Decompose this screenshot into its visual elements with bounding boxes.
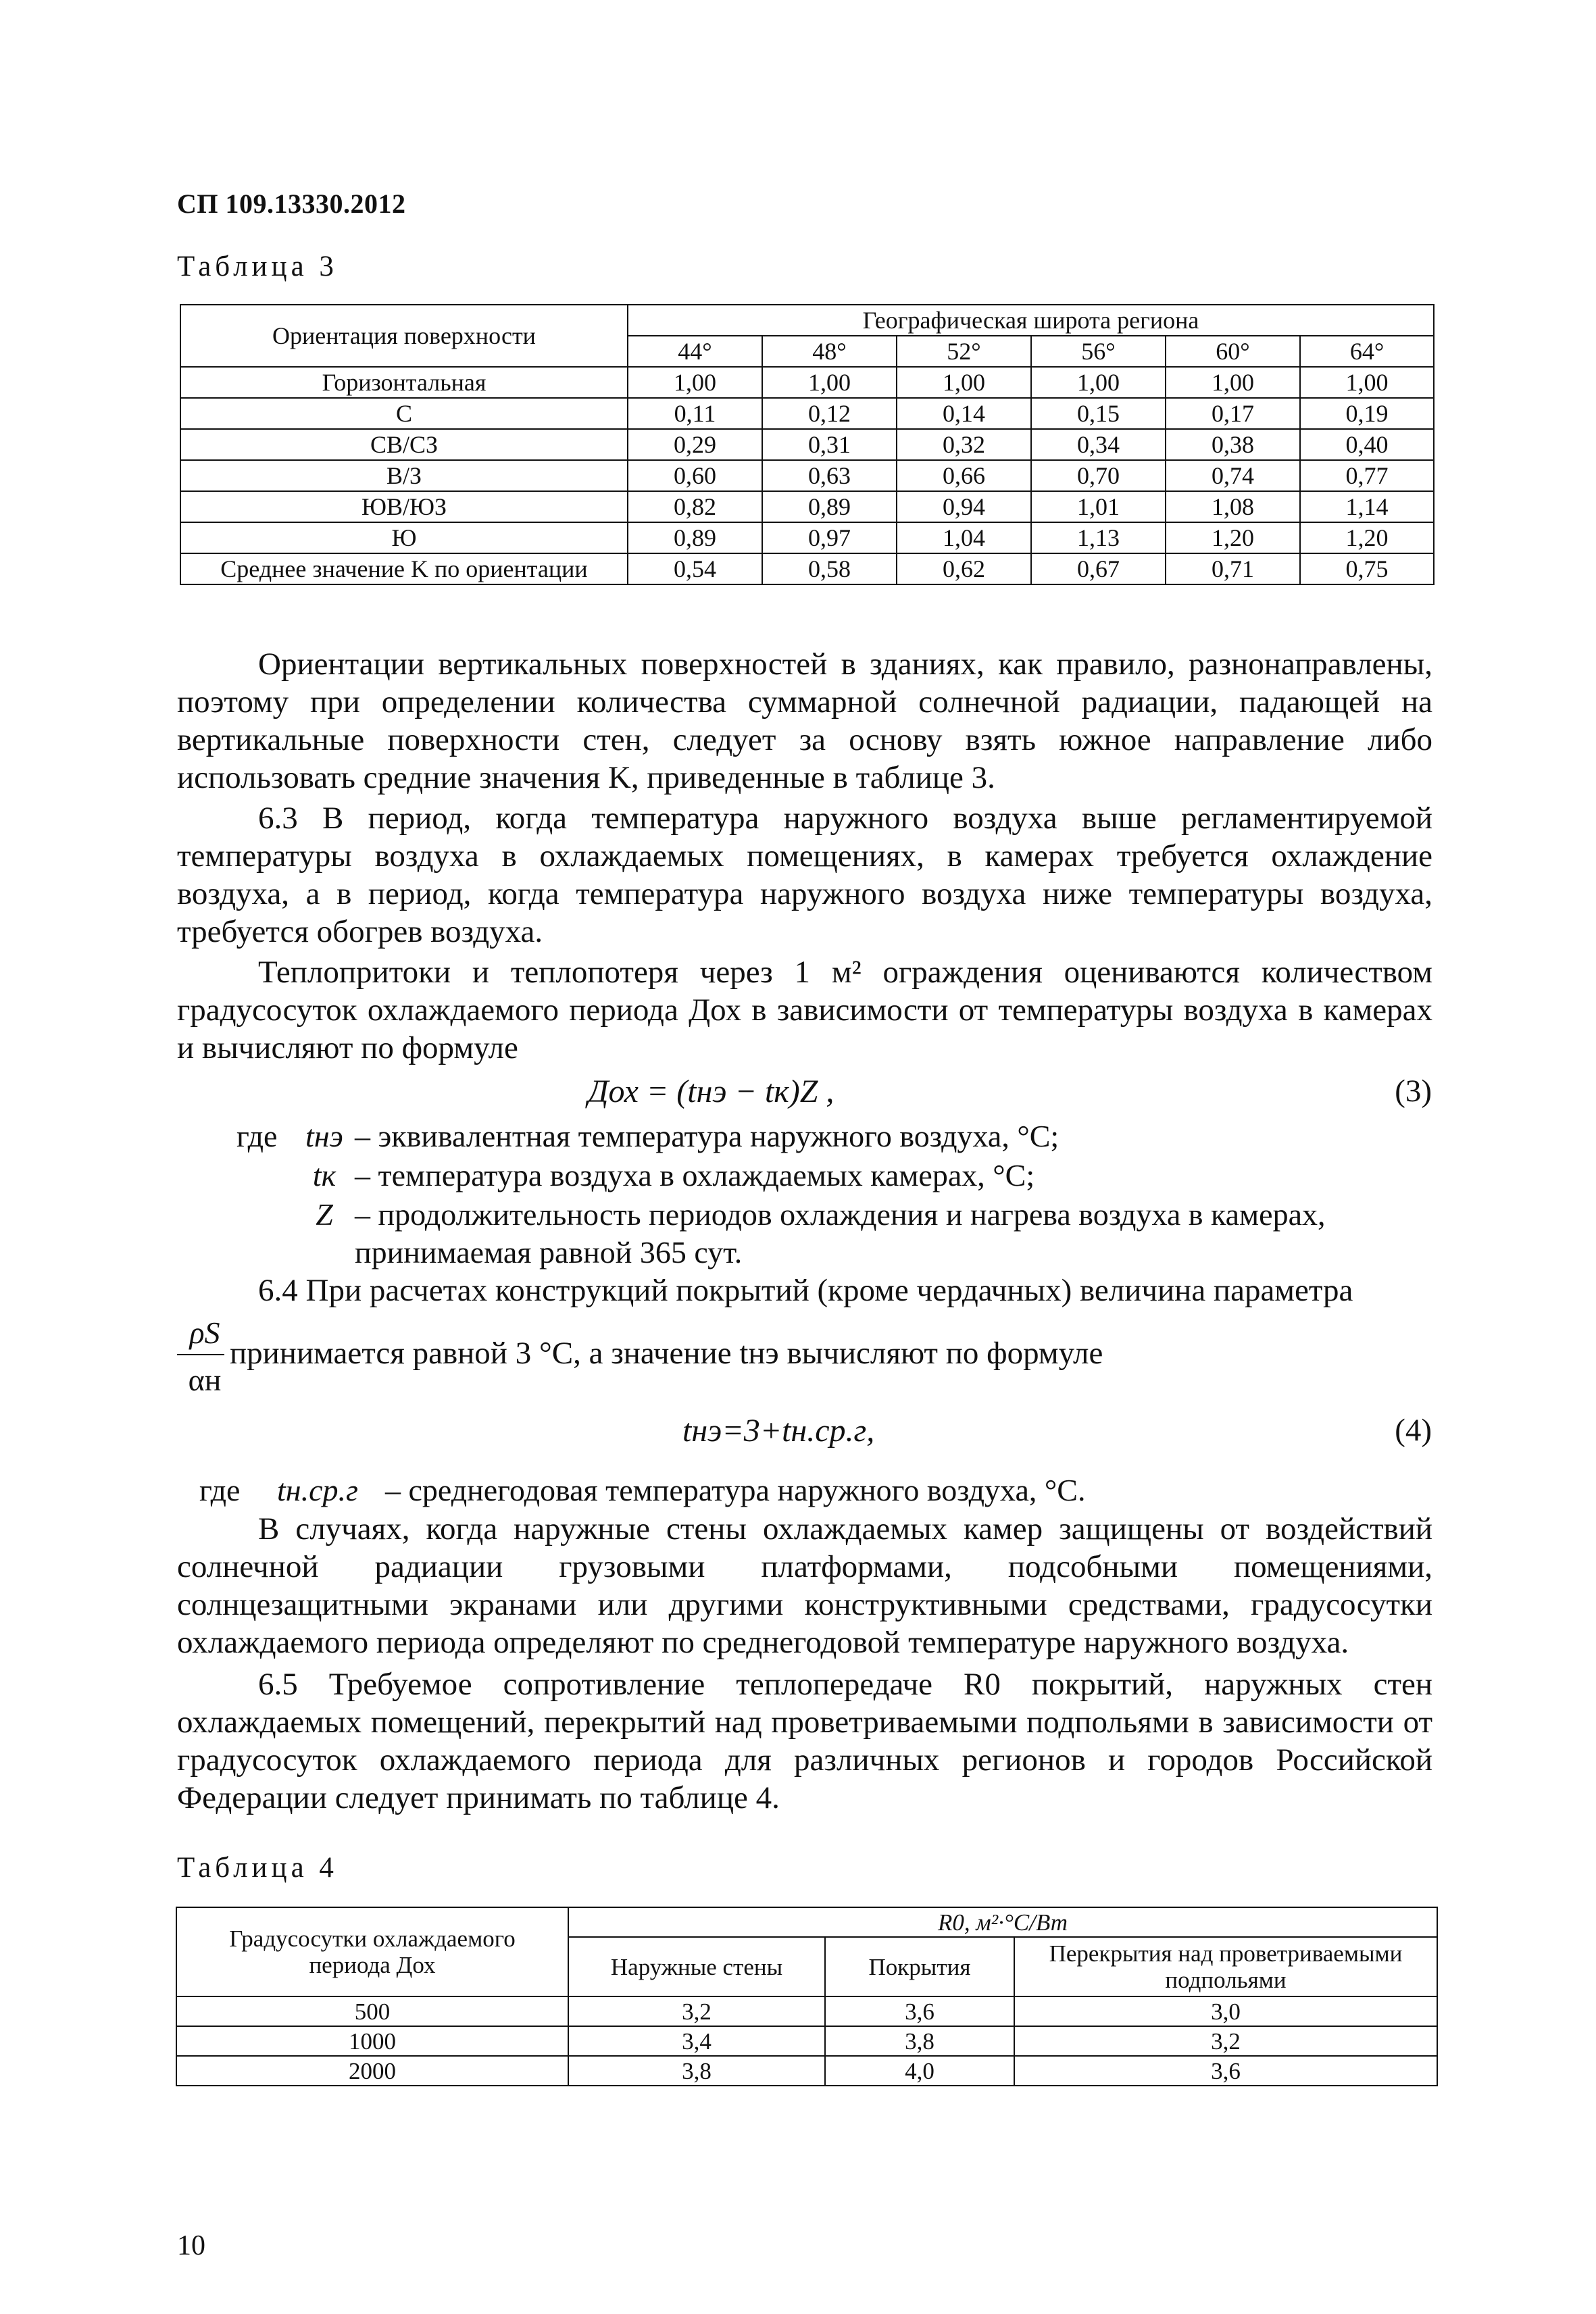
table-cell: 0,29: [628, 429, 762, 460]
legend-text: эквивалентная температура наружного воздуха, °С;: [378, 1119, 1059, 1153]
table-cell: 0,70: [1031, 460, 1166, 491]
row-label: Ю: [180, 522, 628, 553]
where-label-4: где: [199, 1473, 241, 1507]
table-row: [176, 2056, 1437, 2086]
paragraph-6-3: 6.3 В период, когда температура наружного воздуха выше регламентируемой температуры воздуха в охлаждаемых помещениях, в камерах требуется охлаждение воздуха, а в период, когда температура наружного воздуха ниже температуры воздуха, требуется обогрев воздуха.: [177, 801, 1432, 949]
table-cell: 3,2: [1014, 2026, 1437, 2056]
table-row: [180, 553, 1434, 584]
table-row: [176, 2026, 1437, 2056]
column-header: Покрытия: [825, 1937, 1014, 1996]
row-label: 1000: [176, 2026, 568, 2056]
table-row: [180, 522, 1434, 553]
table-cell: 1,00: [762, 367, 897, 398]
row-label: СВ/СЗ: [180, 429, 628, 460]
table4-degree-days-header: Градусосутки охлаждаемого периода Дох: [176, 1907, 568, 1996]
table-cell: 0,82: [628, 491, 762, 522]
table4: [176, 1907, 1438, 2086]
formula-3: Дох = (tнэ − tк)Z ,: [588, 1074, 834, 1109]
table-cell: 3,6: [1014, 2056, 1437, 2086]
table3: [180, 304, 1435, 585]
formula-4: tнэ=3+tн.ср.г,: [682, 1413, 875, 1449]
latitude-header: 60°: [1166, 336, 1300, 367]
table-cell: 1,00: [1300, 367, 1434, 398]
table-cell: 0,94: [897, 491, 1031, 522]
table-cell: 0,38: [1166, 429, 1300, 460]
where-4-symbol: tн.ср.г: [277, 1473, 358, 1507]
paragraph-protected-walls: В случаях, когда наружные стены охлаждаемых камер защищены от воздействий солнечной радиации грузовыми платформами, подсобными помещениями, солнцезащитными экранами или другими конструктивными средствами, градусосутки охлаждаемого периода определяют по среднегодовой температуре наружного воздуха.: [177, 1511, 1432, 1660]
table-cell: 0,66: [897, 460, 1031, 491]
table-cell: 3,8: [568, 2056, 825, 2086]
table-cell: 0,77: [1300, 460, 1434, 491]
fraction-denominator: αн: [188, 1363, 222, 1397]
table-cell: 0,17: [1166, 398, 1300, 429]
table-row: [180, 367, 1434, 398]
table-cell: 0,60: [628, 460, 762, 491]
table-cell: 0,63: [762, 460, 897, 491]
table-cell: 1,00: [628, 367, 762, 398]
table4-r0-group-header: R0, м²·°С/Вт: [568, 1907, 1437, 1937]
table4-caption: Таблица 4: [177, 1852, 338, 1884]
table-cell: 0,32: [897, 429, 1031, 460]
paragraph-6-5: 6.5 Требуемое сопротивление теплопередаче R0 покрытий, наружных стен охлаждаемых помещений, перекрытий над проветриваемыми подпольями в зависимости от градусосуток охлаждаемого периода для различных регионов и городов Российской Федерации следует принимать по таблице 4.: [177, 1667, 1432, 1815]
latitude-header: 48°: [762, 336, 897, 367]
table-cell: 0,15: [1031, 398, 1166, 429]
row-label: 500: [176, 1996, 568, 2026]
document-code: СП 109.13330.2012: [177, 188, 406, 219]
row-label: В/З: [180, 460, 628, 491]
table-row: [180, 460, 1434, 491]
legend-description: – продолжительность периодов охлаждения и нагрева воздуха в камерах, принимаемая равной 365 сут.: [355, 1197, 1326, 1269]
latitude-header: 44°: [628, 336, 762, 367]
table-cell: 1,00: [1166, 367, 1300, 398]
table-cell: 0,11: [628, 398, 762, 429]
legend-text: температура воздуха в охлаждаемых камерах, °С;: [378, 1158, 1035, 1192]
paragraph-heat-gains: Теплопритоки и теплопотеря через 1 м² ограждения оцениваются количеством градусосуток охлаждаемого периода Дох в зависимости от температуры воздуха в камерах и вычисляют по формуле: [177, 955, 1432, 1065]
table-row: [180, 429, 1434, 460]
legend-symbol: tнэ: [305, 1119, 343, 1153]
table-cell: 0,58: [762, 553, 897, 584]
table-cell: 3,4: [568, 2026, 825, 2056]
table3-orientation-header: Ориентация поверхности: [180, 305, 628, 367]
table-cell: 3,6: [825, 1996, 1014, 2026]
legend-description: – температура воздуха в охлаждаемых камерах, °С;: [355, 1158, 1035, 1192]
row-label: С: [180, 398, 628, 429]
table-cell: 0,54: [628, 553, 762, 584]
table-cell: 0,34: [1031, 429, 1166, 460]
row-label: Горизонтальная: [180, 367, 628, 398]
table-cell: 1,13: [1031, 522, 1166, 553]
latitude-header: 56°: [1031, 336, 1166, 367]
table-cell: 0,62: [897, 553, 1031, 584]
table-cell: 3,0: [1014, 1996, 1437, 2026]
table-cell: 0,89: [628, 522, 762, 553]
legend-text: продолжительность периодов охлаждения и нагрева воздуха в камерах, принимаемая равной 365 сут.: [355, 1197, 1326, 1269]
table-cell: 1,04: [897, 522, 1031, 553]
table-cell: 1,14: [1300, 491, 1434, 522]
paragraph-6-4-cont: принимается равной 3 °С, а значение tнэ вычисляют по формуле: [230, 1336, 1103, 1371]
table-row: [180, 491, 1434, 522]
table-cell: 0,67: [1031, 553, 1166, 584]
column-header: Наружные стены: [568, 1937, 825, 1996]
page-number: 10: [177, 2230, 205, 2261]
table3-latitude-group-header: Географическая широта региона: [628, 305, 1434, 336]
where-label: где: [236, 1119, 278, 1153]
legend-symbol: Z: [316, 1197, 333, 1232]
paragraph-orientations: Ориентации вертикальных поверхностей в зданиях, как правило, разнонаправлены, поэтому при определении количества суммарной солнечной радиации, падающей на вертикальные поверхности стен, следует за основу взять южное направление либо использовать средние значения K, приведенные в таблице 3.: [177, 647, 1432, 795]
table-cell: 0,14: [897, 398, 1031, 429]
table-cell: 0,75: [1300, 553, 1434, 584]
table-cell: 0,19: [1300, 398, 1434, 429]
latitude-header: 64°: [1300, 336, 1434, 367]
table-row: [176, 1996, 1437, 2026]
table-cell: 1,20: [1166, 522, 1300, 553]
table-cell: 1,01: [1031, 491, 1166, 522]
fraction-numerator: ρS: [189, 1315, 220, 1350]
table-cell: 3,8: [825, 2026, 1014, 2056]
legend-description: – эквивалентная температура наружного воздуха, °С;: [355, 1119, 1059, 1153]
table-cell: 1,00: [1031, 367, 1166, 398]
table-cell: 1,20: [1300, 522, 1434, 553]
table-cell: 1,00: [897, 367, 1031, 398]
table-cell: 0,74: [1166, 460, 1300, 491]
legend-symbol: tк: [312, 1158, 336, 1192]
table-cell: 0,12: [762, 398, 897, 429]
formula-4-number: (4): [1395, 1413, 1432, 1448]
table3-caption: Таблица 3: [177, 251, 338, 282]
table-cell: 0,89: [762, 491, 897, 522]
table-cell: 0,71: [1166, 553, 1300, 584]
row-label: Среднее значение K по ориентации: [180, 553, 628, 584]
table-cell: 1,08: [1166, 491, 1300, 522]
table-cell: 0,40: [1300, 429, 1434, 460]
row-label: ЮВ/ЮЗ: [180, 491, 628, 522]
paragraph-6-4: 6.4 При расчетах конструкций покрытий (кроме чердачных) величина параметра: [258, 1273, 1353, 1308]
latitude-header: 52°: [897, 336, 1031, 367]
table-cell: 0,31: [762, 429, 897, 460]
table-cell: 3,2: [568, 1996, 825, 2026]
table-cell: 0,97: [762, 522, 897, 553]
formula-3-number: (3): [1395, 1074, 1432, 1109]
row-label: 2000: [176, 2056, 568, 2086]
fraction-bar: [177, 1354, 224, 1355]
column-header: Перекрытия над проветриваемыми подпольями: [1014, 1937, 1437, 1996]
where-4-description: – среднегодовая температура наружного воздуха, °С.: [385, 1473, 1086, 1507]
table-row: [180, 398, 1434, 429]
table-cell: 4,0: [825, 2056, 1014, 2086]
